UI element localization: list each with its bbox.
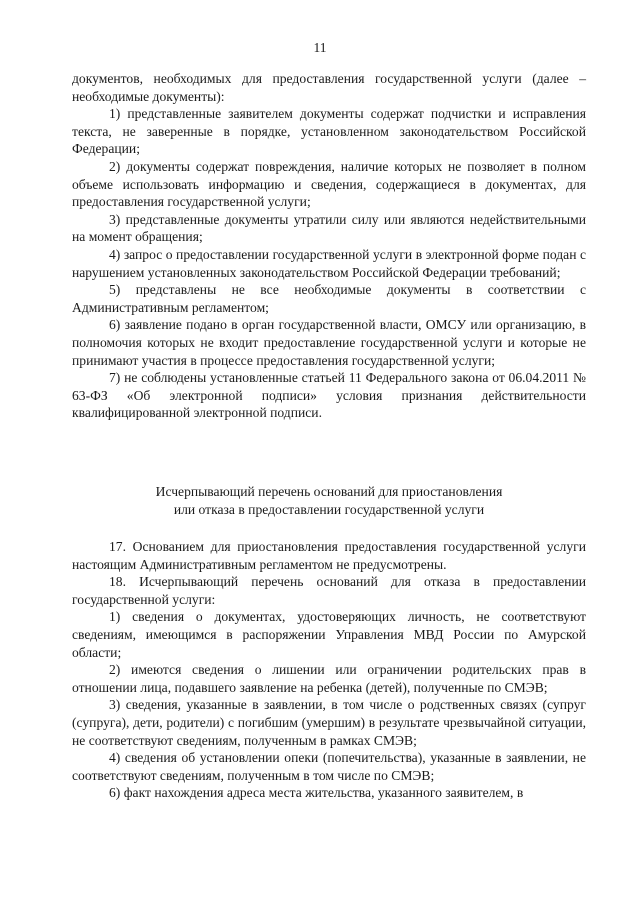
list-item: 4) запрос о предоставлении государственной услуги в электронной форме подан с нарушением установленных законодательством Российской Федерации требований; [72,246,586,280]
section-body [72,538,586,802]
section-heading-line: или отказа в предоставлении государственной услуги [173,501,485,517]
section-heading-line: Исчерпывающий перечень оснований для приостановления [155,484,503,499]
list-item: 1) представленные заявителем документы содержат подчистки и исправления текста, не заверенные в порядке, установленном законодательством Российской Федерации; [72,106,586,157]
list-item: 3) представленные документы утратили силу или являются недействительными на момент обращения; [72,211,586,245]
list-item: 6) заявление подано в орган государственной власти, ОМСУ или организацию, в полномочия которых не входит предоставление государственной услуги и которые не принимают участия в процессе предоставления государственной услуги; [72,317,586,368]
list-item: 2) документы содержат повреждения, наличие которых не позволяет в полном объеме использовать информацию и сведения, содержащиеся в документах, для предоставления государственной услуги; [72,158,586,210]
refusal-grounds-block [72,70,586,422]
list-item: 1) сведения о документах, удостоверяющих личность, не соответствуют сведениям, имеющимся в распоряжении Управления МВД России по Амурской области; [72,609,586,660]
page-number: 11 [313,40,327,55]
intro-paragraph: документов, необходимых для предоставления государственной услуги (далее – необходимые документы): [72,71,586,104]
list-item: 6) факт нахождения адреса места жительства, указанного заявителем, в [109,785,524,801]
section-heading [72,483,586,518]
list-item: 2) имеются сведения о лишении или ограничении родительских прав в отношении лица, подавшего заявление на ребенка (детей), полученные по СМЭВ; [72,662,586,695]
paragraph-17: 17. Основанием для приостановления предоставления государственной услуги настоящим Административным регламентом не предусмотрены. [72,539,586,572]
list-item: 5) представлены не все необходимые документы в соответствии с Административным регламентом; [72,282,586,315]
list-item: 4) сведения об установлении опеки (попечительства), указанные в заявлении, не соответствуют сведениям, полученным в том числе по СМЭВ; [72,750,586,783]
list-item: 7) не соблюдены установленные статьей 11 Федерального закона от 06.04.2011 № 63-ФЗ «Об электронной подписи» условия признания действительности квалифицированной электронной подписи. [72,370,586,421]
paragraph-18: 18. Исчерпывающий перечень оснований для отказа в предоставлении государственной услуги: [72,574,586,607]
list-item: 3) сведения, указанные в заявлении, в том числе о родственных связях (супруг (супруга), дети, родители) с погибшим (умершим) в результате чрезвычайной ситуации, не соответствуют сведениям, полученным в рамках СМЭВ; [72,697,586,748]
